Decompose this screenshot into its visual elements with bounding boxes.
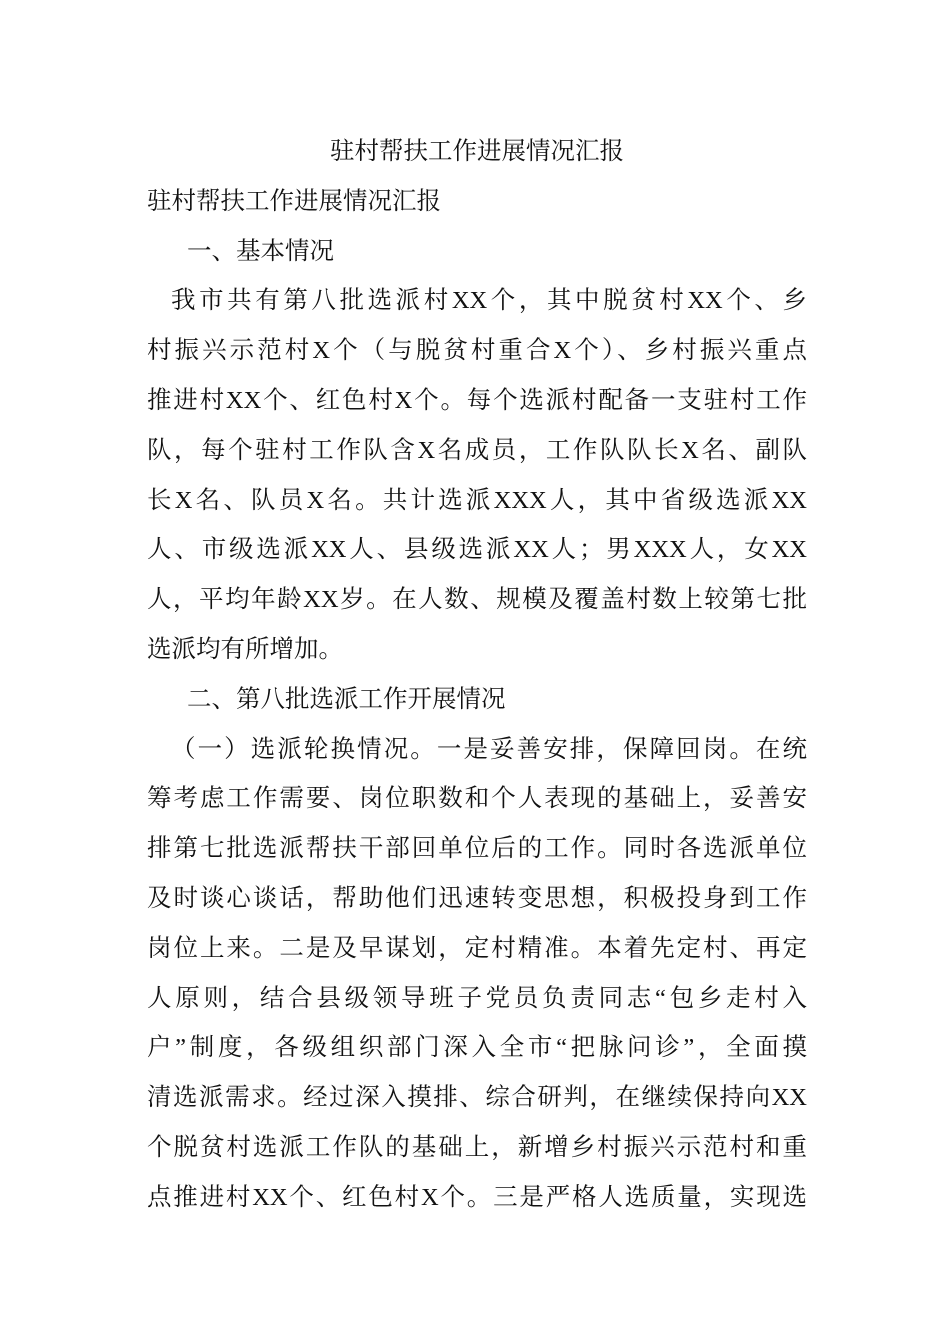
text-line: （一）选派轮换情况。一是妥善安排，保障回岗。在统 bbox=[171, 735, 807, 763]
text-line: 选派均有所增加。 bbox=[147, 635, 343, 663]
document-title: 驻村帮扶工作进展情况汇报 bbox=[330, 138, 624, 165]
text-line: 推进村XX个、红色村X个。每个选派村配备一支驻村工作 bbox=[147, 386, 807, 414]
text-line: 人，平均年龄XX岁。在人数、规模及覆盖村数上较第七批 bbox=[147, 586, 807, 614]
text-line: 村振兴示范村X个（与脱贫村重合X个）、乡村振兴重点 bbox=[147, 337, 807, 365]
text-line: 个脱贫村选派工作队的基础上，新增乡村振兴示范村和重 bbox=[147, 1133, 807, 1161]
text-line: 点推进村XX个、红色村X个。三是严格人选质量，实现选 bbox=[147, 1183, 807, 1211]
text-line: 排第七批选派帮扶干部回单位后的工作。同时各选派单位 bbox=[147, 835, 807, 863]
document-subtitle: 驻村帮扶工作进展情况汇报 bbox=[147, 187, 441, 215]
paragraph-basic-situation bbox=[147, 276, 807, 674]
paragraph-rotation bbox=[147, 725, 807, 1223]
text-line: 户”制度，各级组织部门深入全市“把脉问诊”，全面摸 bbox=[147, 1034, 807, 1062]
text-line: 人原则，结合县级领导班子党员负责同志“包乡走村入 bbox=[147, 984, 807, 1012]
text-line: 我市共有第八批选派村XX个，其中脱贫村XX个、乡 bbox=[171, 287, 807, 315]
text-line: 人、市级选派XX人、县级选派XX人；男XXX人，女XX bbox=[147, 536, 807, 564]
text-line: 筹考虑工作需要、岗位职数和个人表现的基础上，妥善安 bbox=[147, 785, 807, 813]
text-line: 队，每个驻村工作队含X名成员，工作队队长X名、副队 bbox=[147, 436, 807, 464]
text-line: 清选派需求。经过深入摸排、综合研判，在继续保持向XX bbox=[147, 1084, 807, 1112]
text-line: 及时谈心谈话，帮助他们迅速转变思想，积极投身到工作 bbox=[147, 884, 807, 912]
text-line: 岗位上来。二是及早谋划，定村精准。本着先定村、再定 bbox=[147, 934, 807, 962]
document-page bbox=[147, 127, 807, 1223]
section-heading-basic: 一、基本情况 bbox=[187, 237, 334, 265]
section-heading-progress: 二、第八批选派工作开展情况 bbox=[187, 685, 506, 713]
text-line: 长X名、队员X名。共计选派XXX人，其中省级选派XX bbox=[147, 486, 807, 514]
